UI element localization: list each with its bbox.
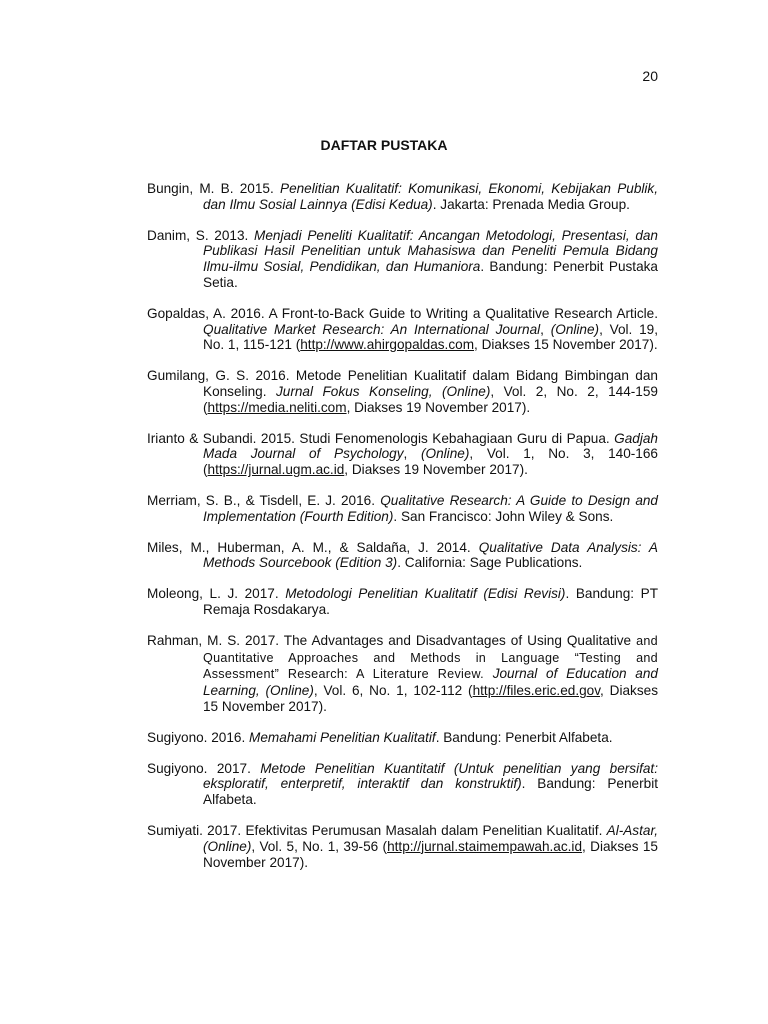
reference-text: . Jakarta: Prenada Media Group. <box>432 196 630 212</box>
reference-title: Qualitative Data Analysis: A Methods Sourcebook (Edition 3) <box>203 539 658 571</box>
reference-merriam <box>147 493 658 525</box>
reference-text: Sugiyono. 2016. <box>147 729 250 745</box>
reference-text: , Vol. 2, No. 2, 144-159 ( <box>203 383 658 415</box>
reference-text: , <box>403 446 421 462</box>
reference-text: . California: Sage Publications. <box>397 555 583 571</box>
reference-text: , Diakses 15 November 2017). <box>474 337 658 353</box>
reference-text: , Vol. 19, No. 1, 115-121 ( <box>203 321 658 353</box>
reference-text: , Diakses 15 November 2017). <box>203 683 658 714</box>
reference-title: Qualitative Market Research: An International Journal <box>203 321 541 337</box>
reference-text: Miles, M., Huberman, A. M., & Saldaña, J. 2014. <box>147 539 479 555</box>
reference-text: Danim, S. 2013. <box>147 227 255 243</box>
reference-bungin <box>147 181 658 213</box>
reference-text: Merriam, S. B., & Tisdell, E. J. 2016. <box>147 492 381 508</box>
reference-text: Irianto & Subandi. 2015. Studi Fenomenologis Kebahagiaan Guru di Papua. <box>147 430 615 446</box>
page-number: 20 <box>642 68 658 84</box>
reference-miles <box>147 540 658 572</box>
reference-sugiyono-2016 <box>147 730 658 746</box>
reference-link[interactable]: https://jurnal.ugm.ac.id <box>207 462 345 478</box>
reference-link[interactable]: http://files.eric.ed.gov <box>472 683 601 699</box>
reference-danim <box>147 228 658 291</box>
reference-text: . San Francisco: John Wiley & Sons. <box>393 508 614 524</box>
reference-text: . Bandung: Penerbit Pustaka Setia. <box>203 259 658 290</box>
reference-text: , Vol. 6, No. 1, 102-112 ( <box>313 683 473 699</box>
reference-title: Gadjah Mada Journal of Psychology <box>203 430 658 462</box>
reference-title: Al-Astar, (Online) <box>203 822 658 854</box>
reference-text: , <box>540 321 551 337</box>
reference-link[interactable]: http://jurnal.staimempawah.ac.id <box>387 838 583 854</box>
reference-text: Moleong, L. J. 2017. <box>147 586 286 602</box>
reference-gumilang <box>147 368 658 415</box>
reference-text: , Vol. 5, No. 1, 39-56 ( <box>251 838 388 854</box>
reference-text: Bungin, M. B. 2015. <box>147 181 280 196</box>
reference-title: Jurnal Fokus Konseling, (Online) <box>275 383 491 399</box>
reference-link[interactable]: https://media.neliti.com <box>207 399 347 415</box>
reference-title: Metode Penelitian Kuantitatif (Untuk penelitian yang bersifat: eksploratif, enterpretif, interaktif dan konstruktif) <box>203 760 658 792</box>
reference-text: , Diakses 15 November 2017). <box>203 838 658 870</box>
reference-medium: (Online) <box>550 321 600 337</box>
reference-moleong <box>147 586 658 618</box>
page-title: DAFTAR PUSTAKA <box>320 137 448 153</box>
reference-list <box>147 181 658 885</box>
reference-text: , Diakses 19 November 2017). <box>344 462 528 478</box>
reference-title: Penelitian Kualitatif: Komunikasi, Ekonomi, Kebijakan Publik, dan Ilmu Sosial Lainnya (Edisi Kedua) <box>203 181 658 212</box>
reference-text: Gumilang, G. S. 2016. Metode Penelitian Kualitatif dalam Bidang Bimbingan dan Konseling. <box>147 368 658 399</box>
reference-irianto <box>147 431 658 478</box>
reference-gopaldas <box>147 306 658 353</box>
reference-text: , Diakses 19 November 2017). <box>346 399 531 415</box>
reference-text: Gopaldas, A. 2016. A Front-to-Back Guide to Writing a Qualitative Research Article. <box>147 305 658 321</box>
reference-text: . Bandung: Penerbit Alfabeta. <box>203 776 658 808</box>
reference-text: and Quantitative Approaches and Methods in Language “Testing and Assessment” Research: A Literature Review. <box>203 633 658 682</box>
reference-title: Metodologi Penelitian Kualitatif (Edisi Revisi) <box>285 586 566 602</box>
reference-title: Qualitative Research: A Guide to Design and Implementation (Fourth Edition) <box>203 492 658 524</box>
reference-text: Sumiyati. 2017. Efektivitas Perumusan Masalah dalam Penelitian Kualitatif. <box>147 822 607 838</box>
reference-title: Journal of Education and Learning, (Online) <box>203 666 658 699</box>
reference-text: , Vol. 1, No. 3, 140-166 ( <box>203 446 658 478</box>
reference-text: Sugiyono. 2017. <box>147 760 261 776</box>
reference-text: . Bandung: Penerbit Alfabeta. <box>435 729 613 745</box>
reference-link[interactable]: http://www.ahirgopaldas.com <box>300 337 475 353</box>
reference-medium: (Online) <box>421 446 470 462</box>
reference-text: . Bandung: PT Remaja Rosdakarya. <box>203 586 659 617</box>
reference-rahman <box>147 633 658 715</box>
reference-sumiyati <box>147 823 658 870</box>
reference-title: Memahami Penelitian Kualitatif <box>249 729 436 745</box>
reference-sugiyono-2017 <box>147 761 658 808</box>
reference-title: Menjadi Peneliti Kualitatif: Ancangan Metodologi, Presentasi, dan Publikasi Hasil Penelitian untuk Mahasiswa dan Peneliti Pemula Bidang Ilmu-ilmu Sosial, Pendidikan, dan Humaniora <box>203 227 658 275</box>
reference-text: Rahman, M. S. 2017. The Advantages and Disadvantages of Using Qualitative <box>147 632 637 648</box>
